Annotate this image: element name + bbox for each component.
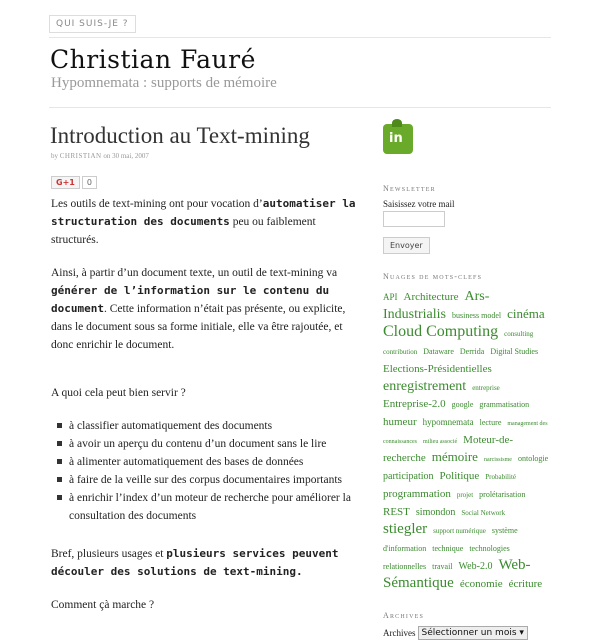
- tag-link[interactable]: économie: [459, 577, 503, 590]
- tag-link[interactable]: projet: [456, 490, 474, 499]
- tag-link[interactable]: contribution: [383, 347, 418, 356]
- tag-link[interactable]: entreprise: [472, 383, 500, 392]
- meta-on: on: [103, 152, 111, 160]
- tag-link[interactable]: google: [451, 400, 474, 410]
- tag-link[interactable]: mémoire: [431, 449, 478, 465]
- chevron-down-icon: ▾: [519, 628, 524, 639]
- emphasis: générer de l’information sur le contenu du document: [51, 284, 330, 315]
- header-divider-bottom: [49, 107, 551, 108]
- sidebar: [383, 124, 553, 640]
- tag-link[interactable]: Web-2.0: [458, 560, 493, 572]
- nav-about-link[interactable]: QUI SUIS-JE ?: [49, 15, 136, 33]
- archives-select-value: Sélectionner un mois: [421, 628, 517, 639]
- gplus-count: 0: [82, 176, 97, 189]
- tag-cloud: [383, 287, 553, 591]
- tag-link[interactable]: business model: [452, 310, 502, 320]
- linkedin-icon-label: in: [389, 131, 403, 146]
- emphasis: automatiser la structuration des documents: [51, 197, 356, 228]
- tag-link[interactable]: simondon: [415, 506, 456, 518]
- tag-link[interactable]: support numérique: [433, 526, 486, 535]
- tag-link[interactable]: grammatisation: [479, 400, 530, 410]
- uses-list: [51, 417, 361, 525]
- tag-link[interactable]: Politique: [439, 470, 480, 483]
- linkedin-icon[interactable]: [383, 124, 413, 154]
- paragraph-5: Comment çà marche ?: [51, 599, 155, 611]
- tag-link[interactable]: stiegler: [383, 520, 428, 537]
- tag-link[interactable]: prolétarisation: [479, 489, 526, 499]
- tag-link[interactable]: ontologie: [517, 454, 549, 464]
- top-nav: [49, 13, 136, 33]
- text: Ainsi, à partir d’un document texte, un outil de text-mining va: [51, 267, 338, 279]
- paragraph-4: [51, 545, 361, 581]
- tag-link[interactable]: participation: [383, 471, 434, 483]
- site-title[interactable]: Christian Fauré: [50, 45, 256, 74]
- tag-link[interactable]: API: [383, 292, 398, 302]
- tag-link[interactable]: lecture: [479, 418, 502, 428]
- tag-link[interactable]: cinéma: [507, 305, 545, 321]
- tag-link[interactable]: Elections-Présidentielles: [383, 362, 492, 375]
- tag-link[interactable]: travail: [432, 561, 453, 571]
- archives-title: Archives: [383, 611, 425, 621]
- archives-select[interactable]: [418, 626, 528, 640]
- tag-link[interactable]: système d'information: [383, 525, 518, 553]
- tag-link[interactable]: humeur: [383, 416, 417, 429]
- post-content: [51, 195, 361, 629]
- submit-button[interactable]: Envoyer: [383, 237, 430, 254]
- tag-link[interactable]: Entreprise-2.0: [383, 398, 446, 411]
- paragraph-1: [51, 195, 361, 249]
- paragraph-3: A quoi cela peut bien servir ?: [51, 387, 186, 399]
- tag-link[interactable]: REST: [383, 505, 410, 518]
- emphasis: plusieurs services peuvent découler des solutions de text-mining.: [51, 547, 339, 578]
- tag-link[interactable]: Web-Sémantique: [383, 556, 531, 591]
- tag-link[interactable]: management des connaissances: [383, 421, 548, 446]
- tag-link[interactable]: enregistrement: [383, 378, 467, 394]
- meta-author-link[interactable]: CHRISTIAN: [59, 152, 102, 160]
- list-item: à avoir un aperçu du contenu d’un document sans le lire: [69, 435, 361, 453]
- text: Bref, plusieurs usages et: [51, 548, 167, 560]
- post-meta: [51, 152, 149, 160]
- post-title[interactable]: Introduction au Text-mining: [50, 123, 310, 148]
- tag-link[interactable]: Dataware: [423, 346, 454, 356]
- tag-link[interactable]: Ars-Industrialis: [383, 289, 490, 322]
- newsletter-title: Newsletter: [383, 184, 436, 193]
- tag-link[interactable]: Moteur-de-recherche: [383, 434, 514, 465]
- gplus-button[interactable]: G+1: [51, 176, 80, 189]
- tag-link[interactable]: Derrida: [459, 346, 485, 356]
- header-divider: [49, 37, 551, 38]
- tag-link[interactable]: Social Network: [461, 508, 506, 517]
- paragraph-2: [51, 264, 361, 354]
- email-label: Saisissez votre mail: [383, 199, 455, 209]
- archives-label: Archives: [383, 628, 416, 639]
- tag-link[interactable]: technique: [432, 543, 464, 553]
- email-field[interactable]: [383, 211, 445, 227]
- tag-link[interactable]: Probabilité: [485, 473, 516, 482]
- text: . Cette information n’était pas présente, ou explicite, dans le document sous sa forme initiale, elle va être rajoutée, et donc enrichir le document.: [51, 303, 346, 351]
- tag-link[interactable]: hypomnemata: [422, 417, 474, 428]
- tags-title: Nuages de mots-clefs: [383, 272, 483, 281]
- meta-date: 30 mai, 2007: [112, 152, 149, 160]
- list-item: à classifier automatiquement des documents: [69, 417, 361, 435]
- tag-link[interactable]: écriture: [508, 577, 543, 590]
- meta-by: by: [51, 152, 58, 160]
- list-item: à faire de la veille sur des corpus documentaires importants: [69, 471, 361, 489]
- tag-link[interactable]: consulting: [504, 329, 534, 338]
- tag-link[interactable]: programmation: [383, 487, 451, 500]
- tag-link[interactable]: Cloud Computing: [383, 322, 499, 340]
- tag-link[interactable]: narcissisme: [483, 457, 512, 464]
- gplus-widget: [51, 176, 97, 189]
- tag-link[interactable]: Digital Studies: [490, 346, 539, 356]
- site-description: Hypomnemata : supports de mémoire: [51, 75, 277, 91]
- archives-row: [383, 626, 553, 640]
- tag-link[interactable]: milieu associé: [423, 439, 458, 446]
- tag-link[interactable]: Architecture: [403, 291, 459, 303]
- text: peu ou faiblement structurés.: [51, 216, 316, 246]
- tag-link[interactable]: technologies relationnelles: [383, 543, 510, 571]
- list-item: à alimenter automatiquement des bases de données: [69, 453, 361, 471]
- list-item: à enrichir l’index d’un moteur de recherche pour améliorer la consultation des documents: [69, 489, 361, 525]
- text: Les outils de text-mining ont pour vocation d’: [51, 198, 263, 210]
